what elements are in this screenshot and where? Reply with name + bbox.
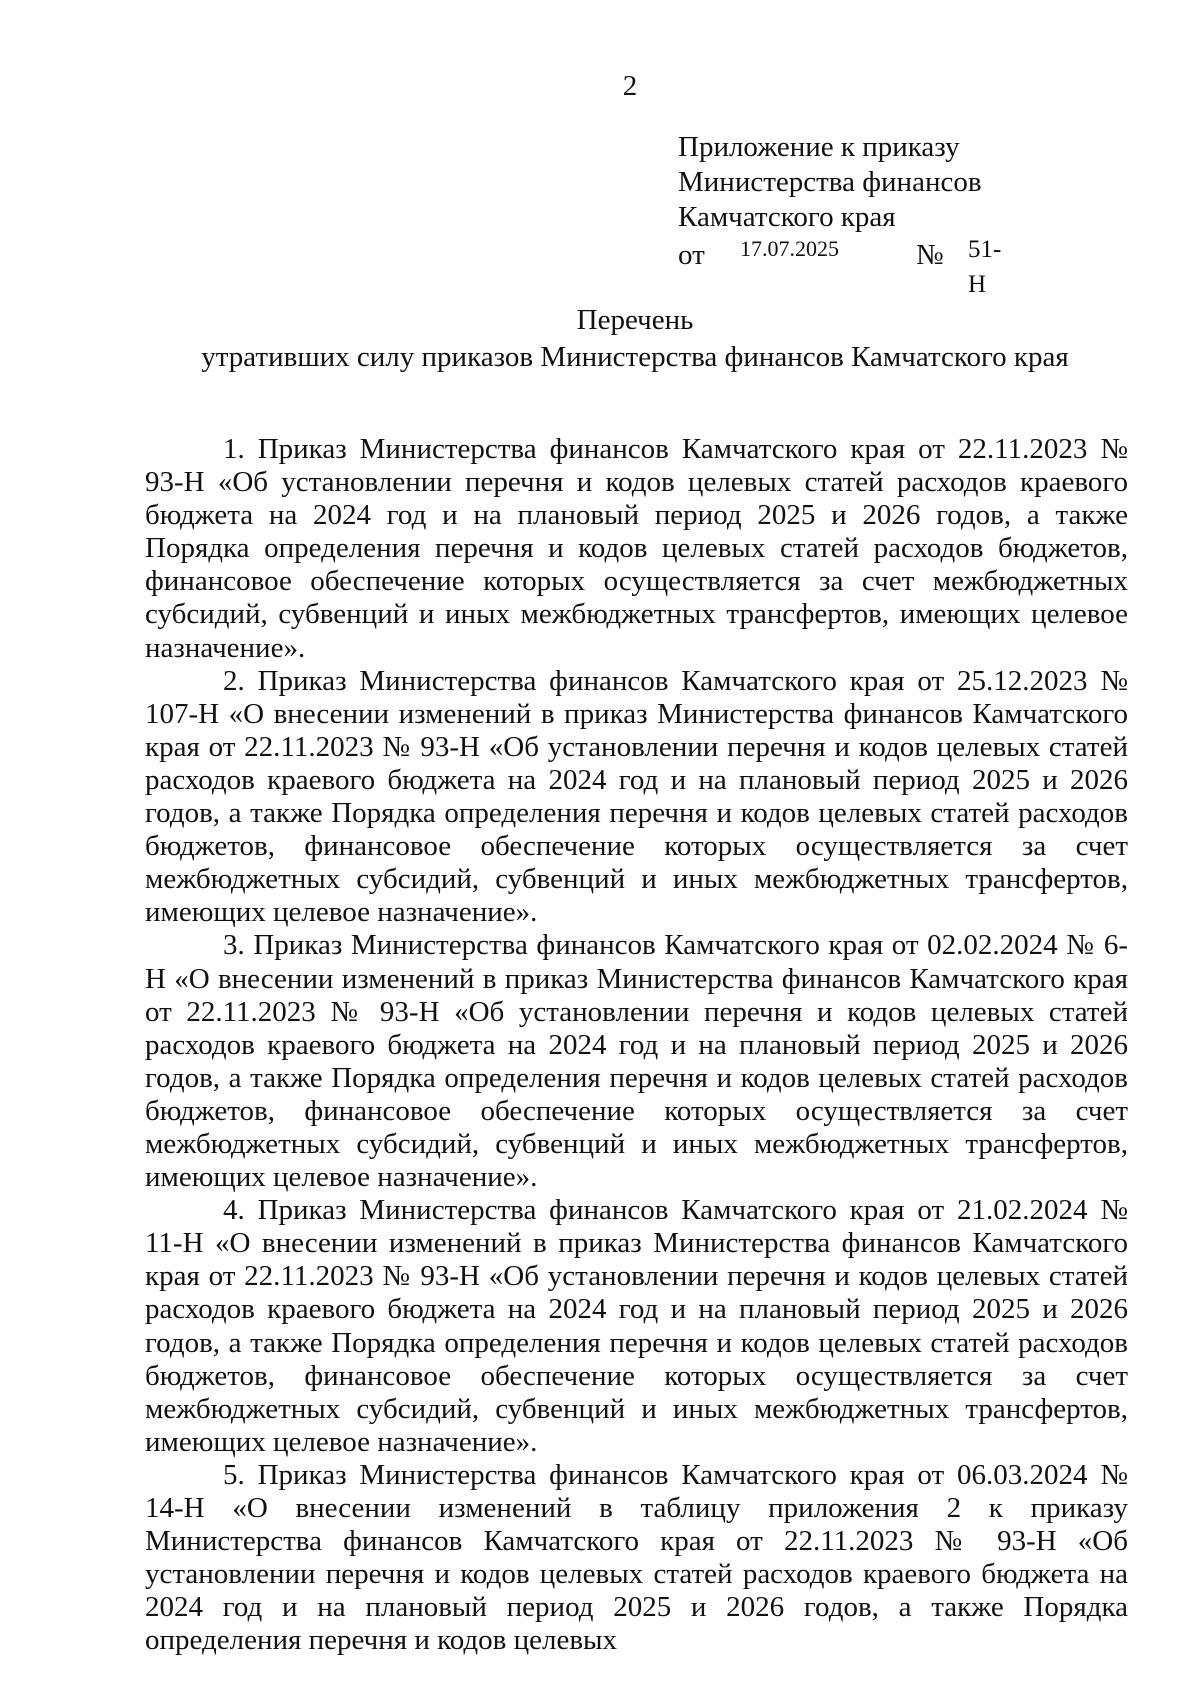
order-number: 51-Н [968,236,1002,298]
list-item: 2. Приказ Министерства финансов Камчатского края от 25.12.2023 № 107-Н «О внесении изменений в приказ Министерства финансов Камчатского края от 22.11.2023 № 93-Н «Об установлении перечня и кодов целевых статей расходов краевого бюджета на 2024 год и на плановый период 2025 и 2026 годов, а также Порядка определения перечня и кодов целевых статей расходов бюджетов, финансовое обеспечение которых осуществляется за счет межбюджетных субсидий, субвенций и иных межбюджетных трансфертов, имеющих целевое назначение». [145,664,1128,929]
list-item: 4. Приказ Министерства финансов Камчатского края от 21.02.2024 № 11-Н «О внесении изменений в приказ Министерства финансов Камчатского края от 22.11.2023 № 93-Н «Об установлении перечня и кодов целевых статей расходов краевого бюджета на 2024 год и на плановый период 2025 и 2026 годов, а также Порядка определения перечня и кодов целевых статей расходов бюджетов, финансовое обеспечение которых осуществляется за счет межбюджетных субсидий, субвенций и иных межбюджетных трансфертов, имеющих целевое назначение». [145,1194,1128,1458]
document-title [145,302,1125,376]
list-item: 3. Приказ Министерства финансов Камчатского края от 02.02.2024 № 6-Н «О внесении изменений в приказ Министерства финансов Камчатского края от 22.11.2023 № 93-Н «Об установлении перечня и кодов целевых статей расходов краевого бюджета на 2024 год и на плановый период 2025 и 2026 годов, а также Порядка определения перечня и кодов целевых статей расходов бюджетов, финансовое обеспечение которых осуществляется за счет межбюджетных субсидий, субвенций и иных межбюджетных трансфертов, имеющих целевое назначение». [145,929,1128,1194]
number-sign: № [916,239,944,271]
appendix-reference-line [678,235,1002,298]
page-number: 2 [622,70,638,102]
orders-list [145,433,1128,1657]
appendix-header [678,130,1002,298]
list-item: 1. Приказ Министерства финансов Камчатского края от 22.11.2023 № 93-Н «Об установлении перечня и кодов целевых статей расходов краевого бюджета на 2024 год и на плановый период 2025 и 2026 годов, а также Порядка определения перечня и кодов целевых статей расходов бюджетов, финансовое обеспечение которых осуществляется за счет межбюджетных субсидий, субвенций и иных межбюджетных трансфертов, имеющих целевое назначение». [145,433,1128,664]
title-line-2: утративших силу приказов Министерства финансов Камчатского края [201,341,1069,373]
date-prefix: от [678,239,705,271]
appendix-line-2: Министерства финансов [678,166,982,198]
order-date: 17.07.2025 [740,236,839,261]
list-item: 5. Приказ Министерства финансов Камчатского края от 06.03.2024 № 14-Н «О внесении изменений в таблицу приложения 2 к приказу Министерства финансов Камчатского края от 22.11.2023 № 93-Н «Об установлении перечня и кодов целевых статей расходов краевого бюджета на 2024 год и на плановый период 2025 и 2026 годов, а также Порядка определения перечня и кодов целевых [145,1458,1128,1657]
appendix-line-3: Камчатского края [678,201,896,233]
appendix-line-1: Приложение к приказу [678,131,960,163]
title-line-1: Перечень [576,304,694,336]
